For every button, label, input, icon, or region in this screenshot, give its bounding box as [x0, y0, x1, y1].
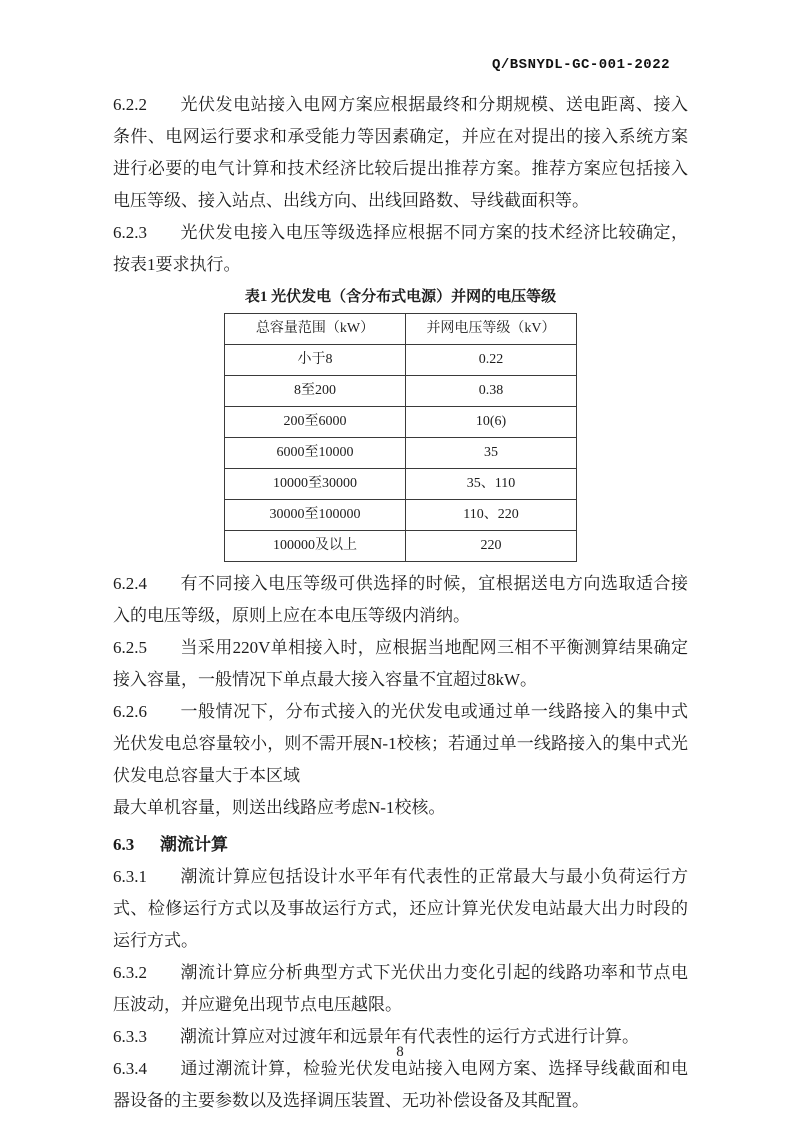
clause-number: 6.2.4 [113, 574, 147, 593]
clause-6-2-3 [113, 217, 688, 281]
capacity-cell: 6000至10000 [225, 438, 406, 469]
voltage-cell: 10(6) [406, 407, 577, 438]
clause-6-2-2 [113, 89, 688, 217]
table1-title: 表1 光伏发电（含分布式电源）并网的电压等级 [244, 289, 557, 305]
table-row [225, 500, 577, 531]
voltage-cell: 0.22 [406, 345, 577, 376]
clause-text: 当采用220V单相接入时，应根据当地配网三相不平衡测算结果确定接入容量，一般情况下单点最大接入容量不宜超过8kW。 [113, 638, 688, 689]
clause-number: 6.3.3 [113, 1027, 147, 1046]
table1-voltage-levels [224, 313, 577, 562]
clause-number: 6.2.6 [113, 702, 147, 721]
voltage-cell: 35 [406, 438, 577, 469]
clause-text: 一般情况下，分布式接入的光伏发电或通过单一线路接入的集中式光伏发电总容量较小，则不需开展N-1校核；若通过单一线路接入的集中式光伏发电总容量大于本区域 [113, 702, 688, 785]
clause-text: 潮流计算应分析典型方式下光伏出力变化引起的线路功率和节点电压波动，并应避免出现节点电压越限。 [113, 963, 688, 1014]
table-row [225, 345, 577, 376]
capacity-cell: 30000至100000 [225, 500, 406, 531]
heading-number: 6.3 [113, 835, 135, 854]
clause-number: 6.2.2 [113, 95, 147, 114]
clause-text: 通过潮流计算，检验光伏发电站接入电网方案、选择导线截面和电器设备的主要参数以及选择调压装置、无功补偿设备及其配置。 [113, 1059, 688, 1110]
table-header-row [225, 314, 577, 345]
voltage-cell: 0.38 [406, 376, 577, 407]
clause-number: 6.2.5 [113, 638, 147, 657]
capacity-cell: 100000及以上 [225, 531, 406, 562]
voltage-cell: 35、110 [406, 469, 577, 500]
table-row [225, 438, 577, 469]
clause-6-2-4 [113, 568, 688, 632]
clause-number: 6.3.1 [113, 867, 147, 886]
clause-6-2-6 [113, 696, 688, 824]
document-number: Q/BSNYDL-GC-001-2022 [491, 57, 670, 73]
table-row [225, 531, 577, 562]
clause-number: 6.2.3 [113, 223, 147, 242]
table-header-capacity: 总容量范围（kW） [225, 314, 406, 345]
table-row [225, 407, 577, 438]
clause-text: 潮流计算应包括设计水平年有代表性的正常最大与最小负荷运行方式、检修运行方式以及事故运行方式，还应计算光伏发电站最大出力时段的运行方式。 [113, 867, 688, 950]
page-content [113, 89, 688, 1117]
capacity-cell: 8至200 [225, 376, 406, 407]
table-header-voltage: 并网电压等级（kV） [406, 314, 577, 345]
page-number: 8 [396, 1044, 404, 1060]
clause-6-3-1 [113, 861, 688, 957]
clause-text: 光伏发电接入电压等级选择应根据不同方案的技术经济比较确定，按表1要求执行。 [113, 223, 688, 274]
clause-number: 6.3.2 [113, 963, 147, 982]
clause-text: 有不同接入电压等级可供选择的时候，宜根据送电方向选取适合接入的电压等级，原则上应在本电压等级内消纳。 [113, 574, 688, 625]
capacity-cell: 小于8 [225, 345, 406, 376]
section-heading-6-3 [113, 829, 688, 861]
voltage-cell: 110、220 [406, 500, 577, 531]
capacity-cell: 200至6000 [225, 407, 406, 438]
table-row [225, 469, 577, 500]
table-row [225, 376, 577, 407]
heading-title: 潮流计算 [160, 835, 228, 854]
clause-text-continued: 最大单机容量，则送出线路应考虑N-1校核。 [113, 798, 446, 817]
clause-6-2-5 [113, 632, 688, 696]
clause-number: 6.3.4 [113, 1059, 147, 1078]
capacity-cell: 10000至30000 [225, 469, 406, 500]
clause-text: 光伏发电站接入电网方案应根据最终和分期规模、送电距离、接入条件、电网运行要求和承受能力等因素确定，并应在对提出的接入系统方案进行必要的电气计算和技术经济比较后提出推荐方案。推荐方案应包括接入电压等级、接入站点、出线方向、出线回路数、导线截面积等。 [113, 95, 688, 210]
voltage-cell: 220 [406, 531, 577, 562]
clause-text: 潮流计算应对过渡年和远景年有代表性的运行方式进行计算。 [180, 1027, 639, 1046]
clause-6-3-2 [113, 957, 688, 1021]
